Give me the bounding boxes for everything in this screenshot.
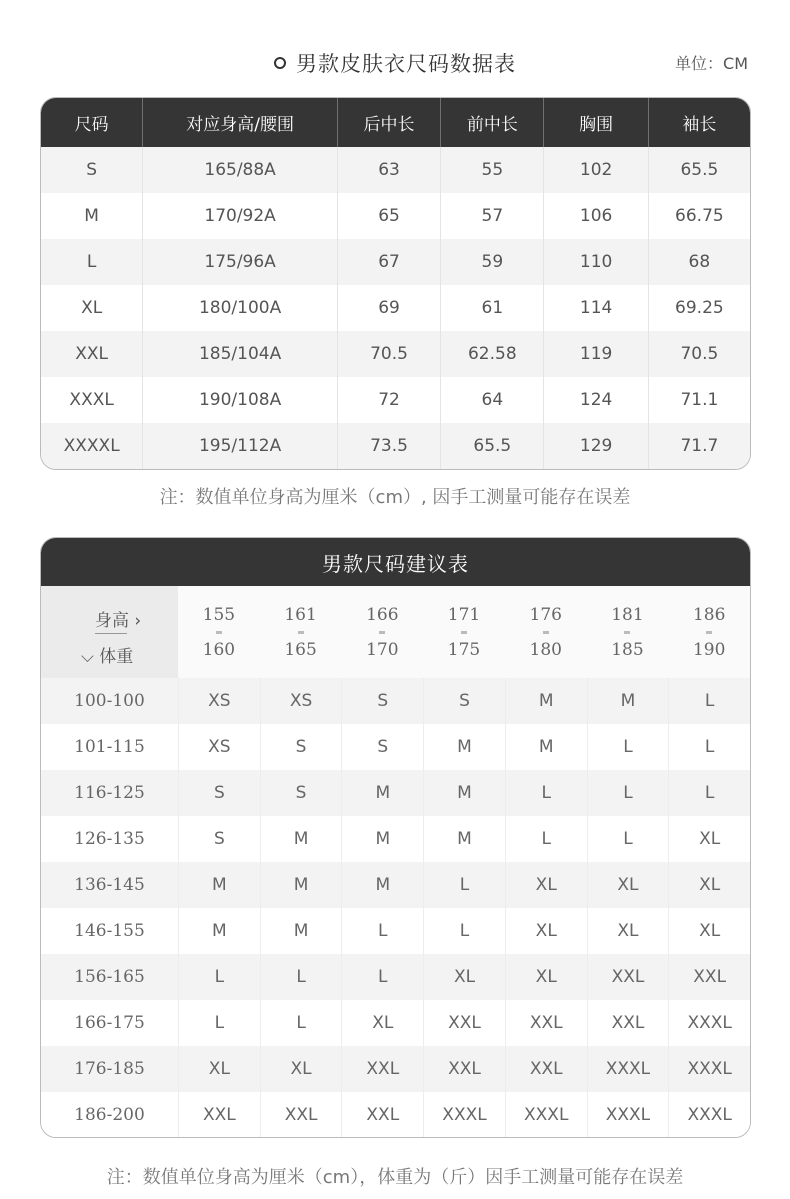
size-cell: M xyxy=(178,862,260,908)
table-cell: 65.5 xyxy=(680,160,719,180)
size-cell: XL xyxy=(668,908,750,954)
size-cell: XXL xyxy=(341,1092,423,1138)
weight-range-cell: 101-115 xyxy=(74,737,145,757)
table-cell: 106 xyxy=(544,193,648,239)
table-cell: 185/104A xyxy=(143,331,338,377)
range-dash xyxy=(543,631,549,634)
size-cell: M xyxy=(341,770,423,816)
size-cell: XL xyxy=(505,954,587,1000)
table-cell: 59 xyxy=(441,239,544,285)
size-cell: XS xyxy=(178,678,260,724)
table-row xyxy=(41,331,750,377)
table-row xyxy=(41,423,750,469)
size-cell: L xyxy=(260,954,342,1000)
size-cell: XL xyxy=(178,1046,260,1092)
column-header: 后中长 xyxy=(338,98,441,147)
table-cell: 129 xyxy=(544,423,648,469)
size-cell: M xyxy=(260,908,342,954)
size-table-title-row xyxy=(0,46,790,82)
size-cell: XL xyxy=(505,908,587,954)
range-dash xyxy=(706,631,712,634)
size-cell: XXXL xyxy=(505,1092,587,1138)
size-data-table xyxy=(40,97,751,470)
table-row xyxy=(41,724,750,770)
size-cell: L xyxy=(423,908,505,954)
height-min: 161 xyxy=(284,604,317,625)
table-cell: 64 xyxy=(441,377,544,423)
table-cell: 66.75 xyxy=(675,206,724,226)
table-cell: 72 xyxy=(338,377,441,423)
table-cell: 114 xyxy=(544,285,648,331)
column-header: 胸围 xyxy=(544,98,648,147)
column-header: 袖长 xyxy=(682,115,717,135)
table-row xyxy=(41,193,750,239)
size-cell: M xyxy=(505,724,587,770)
size-cell: L xyxy=(260,1000,342,1046)
suggestion-table-title: 男款尺码建议表 xyxy=(41,538,750,586)
size-cell: XXL xyxy=(178,1092,260,1138)
size-cell: L xyxy=(668,724,750,770)
suggestion-table-note: 注：数值单位身高为厘米（cm），体重为（斤）因手工测量可能存在误差 xyxy=(106,1167,684,1188)
table-cell: XXL xyxy=(41,331,143,377)
table-cell: 69 xyxy=(338,285,441,331)
size-cell: XL xyxy=(587,908,669,954)
table-row xyxy=(41,377,750,423)
table-row xyxy=(41,147,750,193)
table-row xyxy=(41,816,750,862)
size-cell: XS xyxy=(260,678,342,724)
table-cell: 70.5 xyxy=(338,331,441,377)
height-min: 176 xyxy=(529,604,562,625)
size-table-title xyxy=(0,46,790,82)
corner-divider xyxy=(95,633,127,634)
size-cell: M xyxy=(341,816,423,862)
size-cell: L xyxy=(505,816,587,862)
size-cell: XL xyxy=(423,954,505,1000)
column-header: 对应身高/腰围 xyxy=(143,98,338,147)
size-cell: S xyxy=(260,724,342,770)
size-cell: XXL xyxy=(587,954,669,1000)
height-range-header xyxy=(423,586,505,678)
size-cell: XL xyxy=(668,816,750,862)
table-cell: 62.58 xyxy=(441,331,544,377)
height-max: 165 xyxy=(284,639,317,660)
weight-range-cell: 100-100 xyxy=(74,691,145,711)
size-cell: XXXL xyxy=(668,1092,750,1138)
height-min: 171 xyxy=(447,604,481,625)
height-range-header xyxy=(178,586,260,678)
table-row xyxy=(41,678,750,724)
size-cell: XXL xyxy=(260,1092,342,1138)
table-cell: S xyxy=(41,147,143,193)
size-cell: XL xyxy=(505,862,587,908)
size-cell: XXXL xyxy=(668,1000,750,1046)
table-cell: XXXL xyxy=(41,377,143,423)
table-row xyxy=(41,1046,750,1092)
table-cell: 65 xyxy=(338,193,441,239)
size-cell: M xyxy=(587,678,669,724)
unit-label: 单位：CM xyxy=(675,54,748,73)
height-min: 155 xyxy=(202,604,236,625)
size-cell: M xyxy=(505,678,587,724)
table-cell: 102 xyxy=(544,147,648,193)
table-row xyxy=(41,862,750,908)
height-max: 175 xyxy=(447,639,481,660)
table-row xyxy=(41,908,750,954)
size-table-title-text: 男款皮肤衣尺码数据表 xyxy=(296,52,516,76)
table-cell: 180/100A xyxy=(143,285,338,331)
weight-range-cell: 186-200 xyxy=(74,1105,145,1125)
weight-range-cell: 176-185 xyxy=(74,1059,145,1079)
range-dash xyxy=(298,631,304,634)
table-cell: 71.7 xyxy=(680,436,719,456)
height-range-header xyxy=(341,586,423,678)
size-cell: XXXL xyxy=(587,1092,669,1138)
table-cell: 165/88A xyxy=(143,147,338,193)
table-cell: 190/108A xyxy=(143,377,338,423)
size-cell: L xyxy=(341,908,423,954)
table-cell: 61 xyxy=(441,285,544,331)
range-dash xyxy=(624,631,630,634)
size-table-header xyxy=(41,98,750,147)
height-min: 181 xyxy=(611,604,644,625)
size-cell: XL xyxy=(260,1046,342,1092)
size-cell: XL xyxy=(341,1000,423,1046)
column-header: 尺码 xyxy=(41,98,143,147)
table-cell: 70.5 xyxy=(680,344,719,364)
size-cell: XXL xyxy=(341,1046,423,1092)
size-cell: L xyxy=(341,954,423,1000)
size-cell: XXL xyxy=(505,1046,587,1092)
table-cell: 195/112A xyxy=(143,423,338,469)
weight-range-cell: 116-125 xyxy=(74,783,145,803)
table-cell: 170/92A xyxy=(143,193,338,239)
suggestion-table-body xyxy=(41,678,750,1138)
size-cell: XXL xyxy=(668,954,750,1000)
table-cell: 68 xyxy=(688,252,711,272)
size-cell: L xyxy=(668,678,750,724)
height-range-header xyxy=(260,586,342,678)
size-cell: XL xyxy=(668,862,750,908)
size-cell: M xyxy=(341,862,423,908)
height-max: 160 xyxy=(202,639,236,660)
height-min: 186 xyxy=(692,604,726,625)
table-row xyxy=(41,285,750,331)
weight-range-cell: 126-135 xyxy=(74,829,145,849)
table-row xyxy=(41,1092,750,1138)
size-cell: XXL xyxy=(423,1000,505,1046)
weight-range-cell: 156-165 xyxy=(74,967,145,987)
table-cell: XL xyxy=(41,285,143,331)
table-cell: M xyxy=(41,193,143,239)
table-cell: 57 xyxy=(441,193,544,239)
size-cell: XL xyxy=(587,862,669,908)
table-row xyxy=(41,954,750,1000)
circle-bullet-icon xyxy=(274,57,286,69)
table-cell: 73.5 xyxy=(338,423,441,469)
table-cell: 119 xyxy=(544,331,648,377)
size-cell: XS xyxy=(178,724,260,770)
size-cell: S xyxy=(178,816,260,862)
table-cell: XXXXL xyxy=(41,423,143,469)
table-row xyxy=(41,1000,750,1046)
height-max: 190 xyxy=(692,639,726,660)
height-max: 170 xyxy=(366,639,399,660)
range-dash xyxy=(216,631,222,634)
table-row xyxy=(41,770,750,816)
table-cell: 69.25 xyxy=(675,298,724,318)
size-cell: L xyxy=(587,724,669,770)
range-dash xyxy=(379,631,385,634)
height-range-header xyxy=(505,586,587,678)
size-cell: L xyxy=(587,770,669,816)
size-cell: S xyxy=(341,724,423,770)
size-cell: L xyxy=(423,862,505,908)
table-cell: 63 xyxy=(338,147,441,193)
size-cell: S xyxy=(423,678,505,724)
table-cell: 124 xyxy=(544,377,648,423)
size-cell: S xyxy=(341,678,423,724)
corner-weight-label: ⌵ 体重 xyxy=(81,647,134,667)
table-cell: 67 xyxy=(338,239,441,285)
size-cell: M xyxy=(423,724,505,770)
size-suggestion-table xyxy=(40,537,751,1138)
size-cell: L xyxy=(668,770,750,816)
size-cell: L xyxy=(178,954,260,1000)
size-cell: M xyxy=(260,862,342,908)
table-row xyxy=(41,239,750,285)
size-cell: L xyxy=(178,1000,260,1046)
size-cell: M xyxy=(423,770,505,816)
size-cell: S xyxy=(260,770,342,816)
size-cell: XXXL xyxy=(668,1046,750,1092)
size-cell: XXL xyxy=(505,1000,587,1046)
height-max: 185 xyxy=(611,639,644,660)
size-cell: S xyxy=(178,770,260,816)
size-cell: L xyxy=(587,816,669,862)
weight-range-cell: 166-175 xyxy=(74,1013,145,1033)
size-cell: XXL xyxy=(423,1046,505,1092)
height-min: 166 xyxy=(366,604,399,625)
size-table-note: 注：数值单位身高为厘米（cm）, 因手工测量可能存在误差 xyxy=(159,487,631,508)
size-cell: XXXL xyxy=(587,1046,669,1092)
height-range-header xyxy=(668,586,750,678)
size-cell: XXL xyxy=(587,1000,669,1046)
size-table-body xyxy=(41,147,750,469)
table-cell: 65.5 xyxy=(441,423,544,469)
height-header-row xyxy=(41,586,750,678)
table-cell: 110 xyxy=(544,239,648,285)
corner-height-label: 身高 › xyxy=(95,611,142,631)
table-cell: 55 xyxy=(441,147,544,193)
size-cell: L xyxy=(505,770,587,816)
weight-range-cell: 146-155 xyxy=(74,921,145,941)
column-header: 前中长 xyxy=(441,98,544,147)
size-cell: M xyxy=(178,908,260,954)
corner-cell xyxy=(41,586,178,678)
size-cell: M xyxy=(423,816,505,862)
table-cell: 71.1 xyxy=(680,390,719,410)
height-max: 180 xyxy=(529,639,562,660)
size-cell: M xyxy=(260,816,342,862)
table-cell: L xyxy=(41,239,143,285)
size-cell: XXXL xyxy=(423,1092,505,1138)
height-range-header xyxy=(587,586,669,678)
weight-range-cell: 136-145 xyxy=(74,875,145,895)
range-dash xyxy=(461,631,467,634)
table-cell: 175/96A xyxy=(143,239,338,285)
